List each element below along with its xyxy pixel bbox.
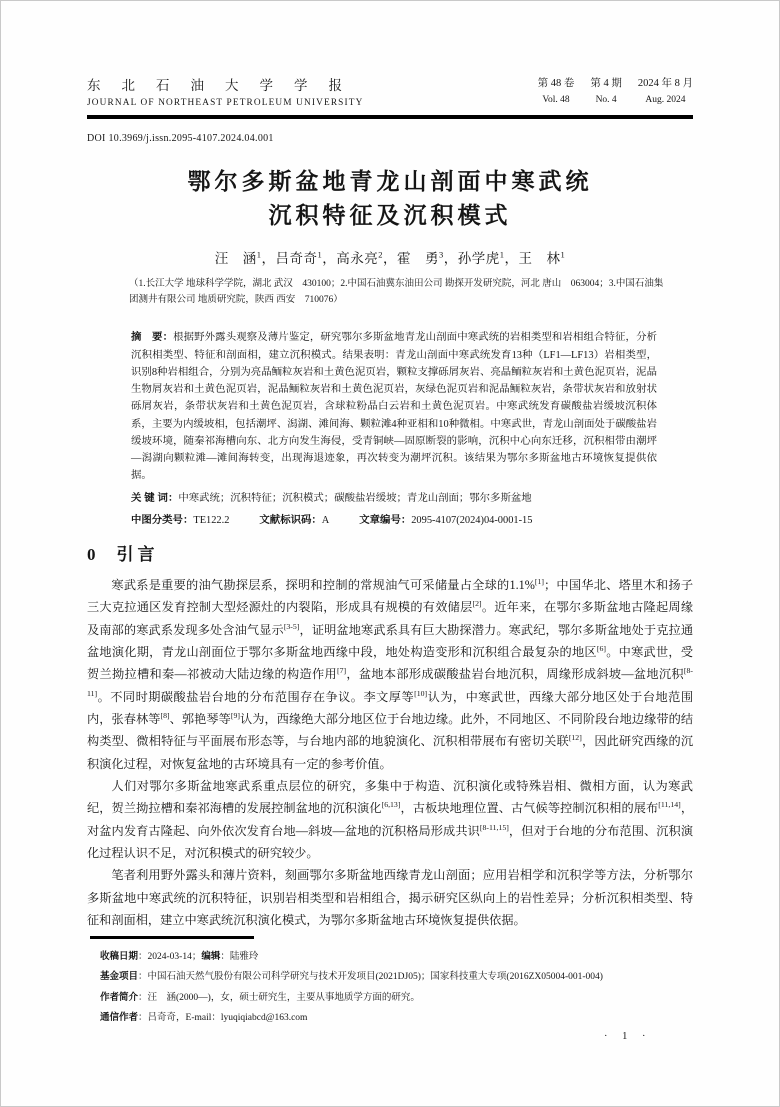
volume-cn: 第 48 卷 xyxy=(537,78,575,89)
article-title-line2: 沉积特征及沉积模式 xyxy=(268,202,512,229)
header-rule xyxy=(87,115,693,119)
volume-en: Vol. 48 xyxy=(542,95,570,105)
clc-value: TE122.2 xyxy=(193,514,230,526)
journal-header xyxy=(87,74,693,108)
journal-name-cn: 东北石油大学学报 xyxy=(87,78,363,93)
meta-row xyxy=(87,511,693,526)
affiliations: （1.长江大学 地球科学学院，湖北 武汉 430100；2.中国石油冀东油田公司 勘探开发研究院，河北 唐山 063004；3.中国石油集团测井有限公司 地质研究院，陕西 西安 710076） xyxy=(129,279,664,306)
author-bio-row: 作者简介：汪 涵(2000—)，女，硕士研究生，主要从事地质学方面的研究。 xyxy=(100,991,420,1003)
funding-row: 基金项目：中国石油天然气股份有限公司科学研究与技术开发项目(2021DJ05)；国家科技重大专项(2016ZX05004-001-004) xyxy=(100,971,603,983)
keywords-line xyxy=(87,490,693,507)
intro-paragraph-3: 笔者利用野外露头和薄片资料，刻画鄂尔多斯盆地西缘青龙山剖面；应用岩相学和沉积学等方法，分析鄂尔多斯盆地中寒武统的沉积特征，识别岩相类型和岩相组合，揭示研究区纵向上的岩性差异；分析沉积相类型、特征和剖面相，建立中寒武统沉积演化模式，为鄂尔多斯盆地古环境恢复提供依据。 xyxy=(87,868,693,927)
journal-name-block xyxy=(87,74,363,108)
page-number: · 1 · xyxy=(604,1031,652,1042)
section-title: 引言 xyxy=(116,544,159,564)
abstract-block xyxy=(87,329,693,484)
date-block xyxy=(638,75,693,105)
authors-line: 汪 涵$^1$，吕奇奇$^1$，高永亮$^2$，霍 勇$^3$，孙学虎$^1$，王 林$^1$ xyxy=(214,249,566,267)
volume-block xyxy=(538,75,575,105)
journal-name-en: JOURNAL OF NORTHEAST PETROLEUM UNIVERSITY xyxy=(87,98,364,108)
article-id-field xyxy=(359,511,532,526)
abstract-label: 摘 要： xyxy=(131,332,174,344)
article-id-label: 文章编号： xyxy=(359,514,412,526)
keywords-label: 关 键 词： xyxy=(131,492,179,504)
abstract-text: 根据野外露头观察及薄片鉴定，研究鄂尔多斯盆地青龙山剖面中寒武统的岩相类型和岩相组合特征，分析沉积相类型、特征和剖面相，建立沉积模式。结果表明：青龙山剖面中寒武统发育13种（LF1—LF13）岩相类型，识别8种岩相组合，分别为亮晶鲕粒灰岩和土黄色泥页岩，颗粒支撑砾屑灰岩、亮晶鲕粒灰岩和土黄色泥页岩，泥晶生物屑灰岩和土黄色泥页岩，泥晶鲕粒灰岩和土黄色泥页岩，灰绿色泥页岩和泥晶鲕粒灰岩，条带状灰岩和放射状砾屑灰岩，条带状灰岩和土黄色泥页岩，含球粒粉晶白云岩和土黄色泥页岩。中寒武统发育碳酸盐岩缓坡沉积体系，主要为内缓坡相，包括潮坪、潟湖、滩间海、颗粒滩4种亚相和10种微相。中寒武世，青龙山剖面处于碳酸盐岩缓坡环境，随秦祁海槽向东、北方向发生海侵，受青铜峡—固原断裂的影响，沉积中心向东迁移，沉积相带由潮坪—潟湖向颗粒滩—滩间海转变，出现海退迹象，再次转变为潮坪沉积。该结果为鄂尔多斯盆地古环境恢复提供依据。 xyxy=(131,332,657,482)
clc-field xyxy=(131,511,229,526)
doi: DOI 10.3969/j.issn.2095-4107.2024.04.001 xyxy=(87,132,274,144)
footnotes-block xyxy=(100,947,716,1029)
issue-block xyxy=(590,75,622,105)
clc-label: 中图分类号： xyxy=(131,514,194,526)
section-heading-introduction xyxy=(87,540,693,565)
doc-code-value: A xyxy=(321,514,330,526)
doc-code-label: 文献标识码： xyxy=(259,514,322,526)
received-date-row: 收稿日期：2024-03-14；编辑：陆雅玲 xyxy=(100,951,259,962)
article-title-line1: 鄂尔多斯盆地青龙山剖面中寒武统 xyxy=(187,167,593,194)
date-en: Aug. 2024 xyxy=(645,95,686,105)
section-number: 0 xyxy=(87,544,97,564)
article-id-value: 2095-4107(2024)04-0001-15 xyxy=(411,514,533,526)
corresponding-author-row: 通信作者：吕奇奇，E-mail：lyuqiqiabcd@163.com xyxy=(100,1012,308,1024)
footnote-separator xyxy=(90,936,254,939)
keywords-text: 中寒武统；沉积特征；沉积模式；碳酸盐岩缓坡；青龙山剖面；鄂尔多斯盆地 xyxy=(178,492,532,504)
intro-paragraph-1: 寒武系是重要的油气勘探层系，探明和控制的常规油气可采储量占全球的1.1%[1]；中国华北、塔里木和扬子三大克拉通区发育控制大型烃源灶的内裂陷，形成具有规模的有效储层[2]。近年来，在鄂尔多斯盆地古隆起周缘及南部的寒武系发现多处含油气显示[3-5]，证明盆地寒武系具有巨大勘探潜力。寒武纪，鄂尔多斯盆地处于克拉通盆地演化期，青龙山剖面位于鄂尔多斯盆地西缘中段，地处构造变形和沉积组合最复杂的地区[6]。中寒武世，受贺兰拗拉槽和秦—祁被动大陆边缘的构造作用[7]，盆地本部形成碳酸盐岩台地沉积，周缘形成斜坡—盆地沉积[8-11]。不同时期碳酸盐岩台地的分布范围存在争议。李文厚等[10]认为，中寒武世，西缘大部分地区处于台地范围内，张春林等[8]、郭艳琴等[9]认为，西缘绝大部分地区位于台地边缘。此外，不同地区、不同阶段台地边缘带的结构类型、微相特征与平面展布形态等，与台地内部的地貌演化、沉积相带展布有密切关联[12]，因此研究西缘的沉积演化过程，对恢复盆地的古环境具有一定的参考价值。 xyxy=(87,576,694,771)
article-title xyxy=(87,164,693,234)
issue-cn: 第 4 期 xyxy=(590,78,622,89)
issue-info-block xyxy=(538,75,693,105)
doc-code-field xyxy=(259,511,329,526)
date-cn: 2024 年 8 月 xyxy=(637,78,693,89)
issue-en: No. 4 xyxy=(595,95,617,105)
intro-paragraph-2: 人们对鄂尔多斯盆地寒武系重点层位的研究，多集中于构造、沉积演化或特殊岩相、微相方面，认为寒武纪，贺兰拗拉槽和秦祁海槽的发展控制盆地的沉积演化[6,13]，古板块地理位置、古气候等控制沉积相的展布[11,14]，对盆内发育古隆起、向外依次发育台地—斜坡—盆地的沉积格局形成共识[8-11,15]，但对于台地的分布范围、沉积演化过程认识不足，对沉积模式的研究较少。 xyxy=(87,778,694,860)
